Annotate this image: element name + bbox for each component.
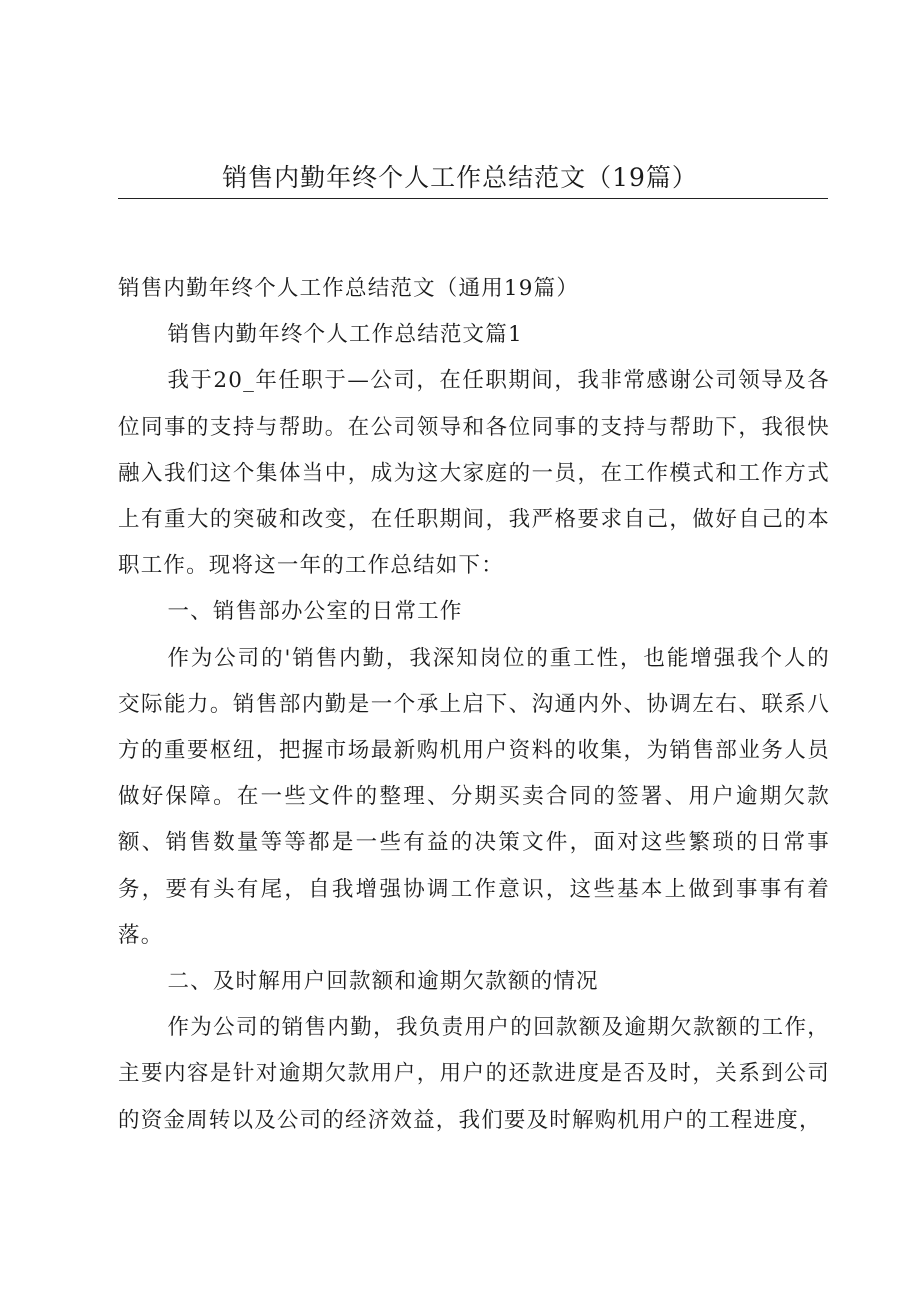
paragraph: 作为公司的'销售内勤，我深知岗位的重工性，也能增强我个人的交际能力。销售部内勤是一个承上启下、沟通内外、协调左右、联系八方的重要枢纽，把握市场最新购机用户资料的收集，为销售部业务人员做好保障。在一些文件的整理、分期买卖合同的签署、用户逾期欠款额、销售数量等等都是一些有益的决策文件，面对这些繁琐的日常事务，要有头有尾，自我增强协调工作意识，这些基本上做到事事有着落。 — [118, 645, 830, 948]
section-heading: 一、销售部办公室的日常工作 — [167, 599, 463, 625]
title-underline — [118, 198, 828, 199]
section-title: 销售内勤年终个人工作总结范文篇1 — [167, 322, 523, 348]
paragraph: 我于20_年任职于—公司，在任职期间，我非常感谢公司领导及各位同事的支持与帮助。在公司领导和各位同事的支持与帮助下，我很快融入我们这个集体当中，成为这大家庭的一员，在工作模式和工作方式上有重大的突破和改变，在任职期间，我严格要求自己，做好自己的本职工作。现将这一年的工作总结如下： — [118, 368, 830, 579]
document-title: 销售内勤年终个人工作总结范文（19篇） — [222, 163, 698, 192]
document-subtitle: 销售内勤年终个人工作总结范文（通用19篇） — [118, 276, 580, 301]
paragraph: 作为公司的销售内勤，我负责用户的回款额及逾期欠款额的工作，主要内容是针对逾期欠款用户，用户的还款进度是否及时，关系到公司的资金周转以及公司的经济效益，我们要及时解购机用户的工程进度， — [118, 1015, 830, 1133]
section-heading: 二、及时解用户回款额和逾期欠款额的情况 — [167, 969, 599, 995]
document-body — [118, 266, 830, 1144]
